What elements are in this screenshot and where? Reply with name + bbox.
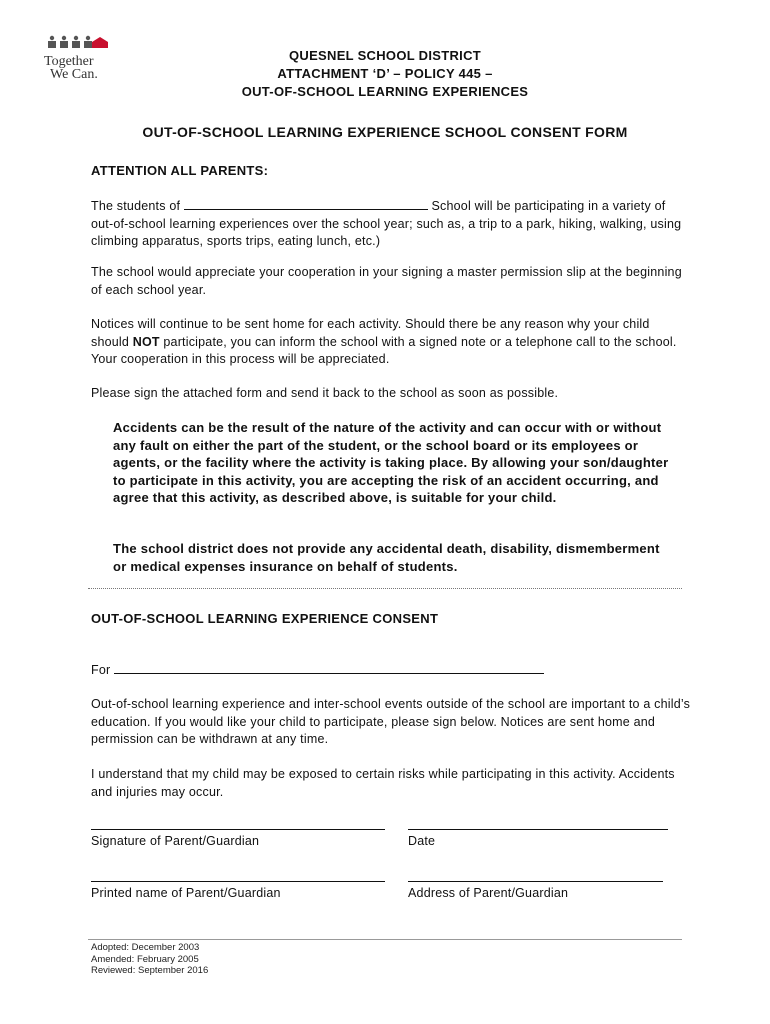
printed-name-label: Printed name of Parent/Guardian — [91, 886, 281, 900]
consent-paragraph: Out-of-school learning experience and inter-school events outside of the school are important to a child’s education. If you would like your child to participate, please sign below. Notices are sent home and permission can be withdrawn at any time. — [91, 697, 691, 746]
district-name: QUESNEL SCHOOL DISTRICT — [288, 48, 482, 63]
form-title: OUT-OF-SCHOOL LEARNING EXPERIENCE SCHOOL CONSENT FORM — [142, 124, 628, 140]
printed-name-line[interactable] — [91, 881, 385, 882]
reviewed-date: Reviewed: September 2016 — [91, 965, 209, 976]
permission-paragraph: The school would appreciate your cooperation in your signing a master permission slip at the beginning of each school year. — [91, 265, 682, 297]
intro-paragraph: The students of School will be participating in a variety of out-of-school learning experiences over the school year; such as, a trip to a park, hiking, walking, using climbing apparatus, sports trips, eating lunch, etc.) — [91, 199, 682, 248]
date-line[interactable] — [408, 829, 668, 830]
risk-paragraph: I understand that my child may be exposed to certain risks while participating in this activity. Accidents and injuries may occur. — [91, 767, 675, 799]
accident-warning: Accidents can be the result of the nature of the activity and can occur with or without any fault on either the part of the student, or the school board or its employees or agents, or the facility where the activity is taking place. By allowing your son/daughter to participate in this activity, you are accepting the risk of an accident occurring, and agree that this activity, as described above, is suitable for your child. — [113, 420, 669, 505]
insurance-notice: The school district does not provide any accidental death, disability, dismemberment or medical expenses insurance on behalf of students. — [113, 541, 660, 574]
school-name-blank[interactable] — [184, 197, 428, 210]
parent-signature-label: Signature of Parent/Guardian — [91, 834, 260, 848]
for-line: For — [91, 661, 691, 680]
notices-paragraph: Notices will continue to be sent home for each activity. Should there be any reason why your child should NOT participate, you can inform the school with a signed note or a telephone call to the school. Your cooperation in this process will be appreciated. — [91, 317, 677, 366]
policy-subtitle: OUT-OF-SCHOOL LEARNING EXPERIENCES — [241, 84, 529, 99]
date-label: Date — [408, 834, 436, 848]
revision-history — [91, 942, 208, 977]
attention-heading: ATTENTION ALL PARENTS: — [91, 163, 269, 178]
adopted-date: Adopted: December 2003 — [91, 942, 200, 953]
logo-text: Together We Can. — [44, 54, 98, 82]
student-name-blank[interactable] — [114, 661, 544, 674]
address-label: Address of Parent/Guardian — [408, 886, 569, 900]
footer-divider — [88, 939, 682, 940]
cut-line — [88, 588, 682, 589]
address-line[interactable] — [408, 881, 663, 882]
consent-heading: OUT-OF-SCHOOL LEARNING EXPERIENCE CONSENT — [91, 611, 439, 626]
parent-signature-line[interactable] — [91, 829, 385, 830]
amended-date: Amended: February 2005 — [91, 953, 199, 965]
return-form-paragraph: Please sign the attached form and send it back to the school as soon as possible. — [91, 386, 559, 400]
attachment-title: ATTACHMENT ‘D’ – POLICY 445 – — [277, 66, 493, 81]
